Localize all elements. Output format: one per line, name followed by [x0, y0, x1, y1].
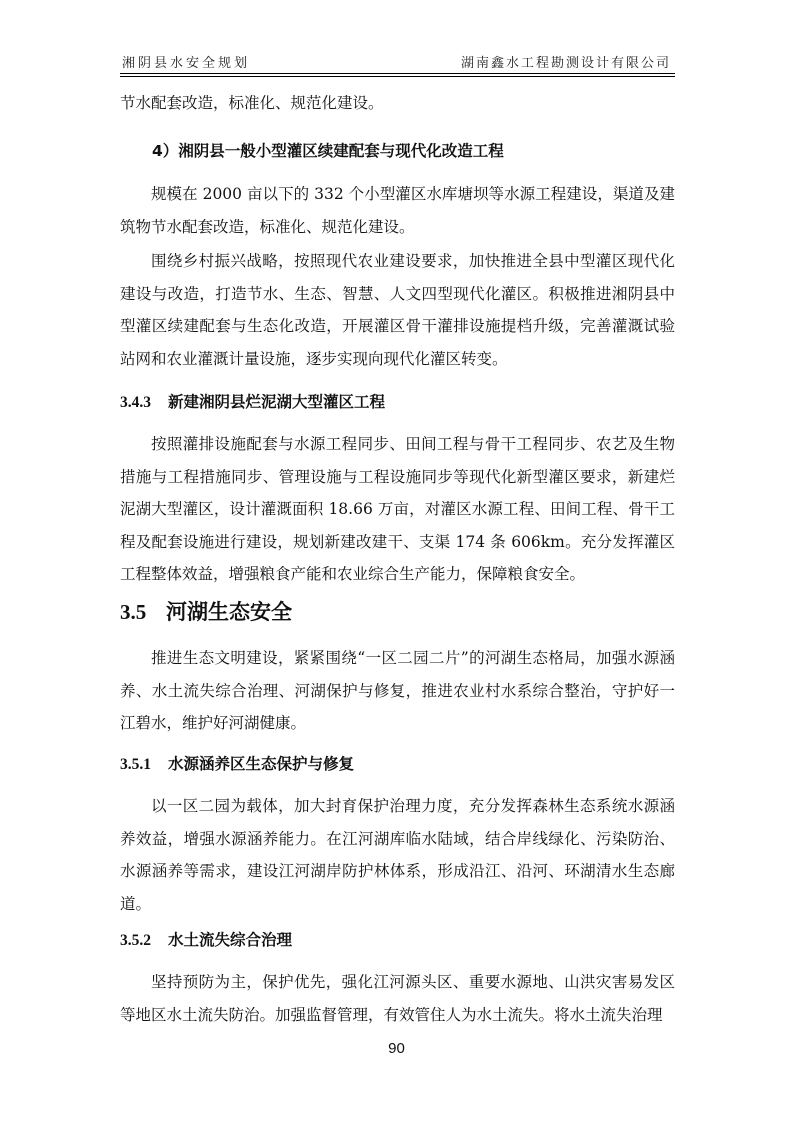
- section-number: 3.5.1: [120, 756, 151, 773]
- paragraph-lannihu-irrigation: 按照灌排设施配套与水源工程同步、田间工程与骨干工程同步、农艺及生物措施与工程措施同步、管理设施与工程设施同步等现代化新型灌区要求，新建烂泥湖大型灌区，设计灌溉面积 18.66 万亩，对灌区水源工程、田间工程、骨干工程及配套设施进行建设，规划新建改建干、支渠 174 条 606km。充分发挥灌区工程整体效益，增强粮食产能和农业综合生产能力，保障粮食安全。: [120, 435, 675, 583]
- section-heading-3-5: [120, 596, 292, 626]
- section-title: 水土流失综合治理: [168, 931, 293, 949]
- header-company-name: 湖南鑫水工程勘测设计有限公司: [460, 56, 671, 71]
- header-document-title: 湘阴县水安全规划: [122, 56, 251, 71]
- section-number: 3.5.2: [120, 932, 151, 949]
- header-rule: [120, 73, 675, 74]
- section-title: 水源涵养区生态保护与修复: [168, 755, 355, 773]
- section-heading-3-4-3: [120, 390, 385, 412]
- section-number: 3.4.3: [120, 394, 151, 411]
- section-title: 新建湘阴县烂泥湖大型灌区工程: [168, 393, 386, 411]
- subheading-small-irrigation: 4）湘阴县一般小型灌区续建配套与现代化改造工程: [152, 142, 504, 160]
- paragraph-river-lake-ecology: 推进生态文明建设，紧紧围绕“一区二园二片”的河湖生态格局，加强水源涵养、水土流失综合治理、河湖保护与修复，推进农业村水系综合整治，守护好一江碧水，维护好河湖健康。: [120, 649, 675, 732]
- page-number: 90: [388, 1040, 405, 1057]
- paragraph-soil-erosion: 坚持预防为主，保护优先，强化江河源头区、重要水源地、山洪灾害易发区等地区水土流失防治。加强监督管理，有效管住人为水土流失。将水土流失治理: [120, 973, 675, 1024]
- section-number: 3.5: [120, 600, 147, 624]
- paragraph-rural-revitalization: 围绕乡村振兴战略，按照现代农业建设要求，加快推进全县中型灌区现代化建设与改造，打造节水、生态、智慧、人文四型现代化灌区。积极推进湘阴县中型灌区续建配套与生态化改造，开展灌区骨干灌排设施提档升级，完善灌溉试验站网和农业灌溉计量设施，逐步实现向现代化灌区转变。: [120, 252, 675, 368]
- paragraph-continued: 节水配套改造，标准化、规范化建设。: [120, 94, 384, 112]
- section-title: 河湖生态安全: [166, 600, 292, 624]
- paragraph-water-conservation: 以一区二园为载体，加大封育保护治理力度，充分发挥森林生态系统水源涵养效益，增强水源涵养能力。在江河湖库临水陆域，结合岸线绿化、污染防治、水源涵养等需求，建设江河湖岸防护林体系，形成沿江、沿河、环湖清水生态廊道。: [120, 797, 675, 913]
- section-heading-3-5-2: [120, 928, 292, 950]
- paragraph-small-irrigation-scale: 规模在 2000 亩以下的 332 个小型灌区水库塘坝等水源工程建设，渠道及建筑物节水配套改造，标准化、规范化建设。: [120, 185, 675, 236]
- section-heading-3-5-1: [120, 752, 354, 774]
- header-rule-thin: [120, 76, 675, 77]
